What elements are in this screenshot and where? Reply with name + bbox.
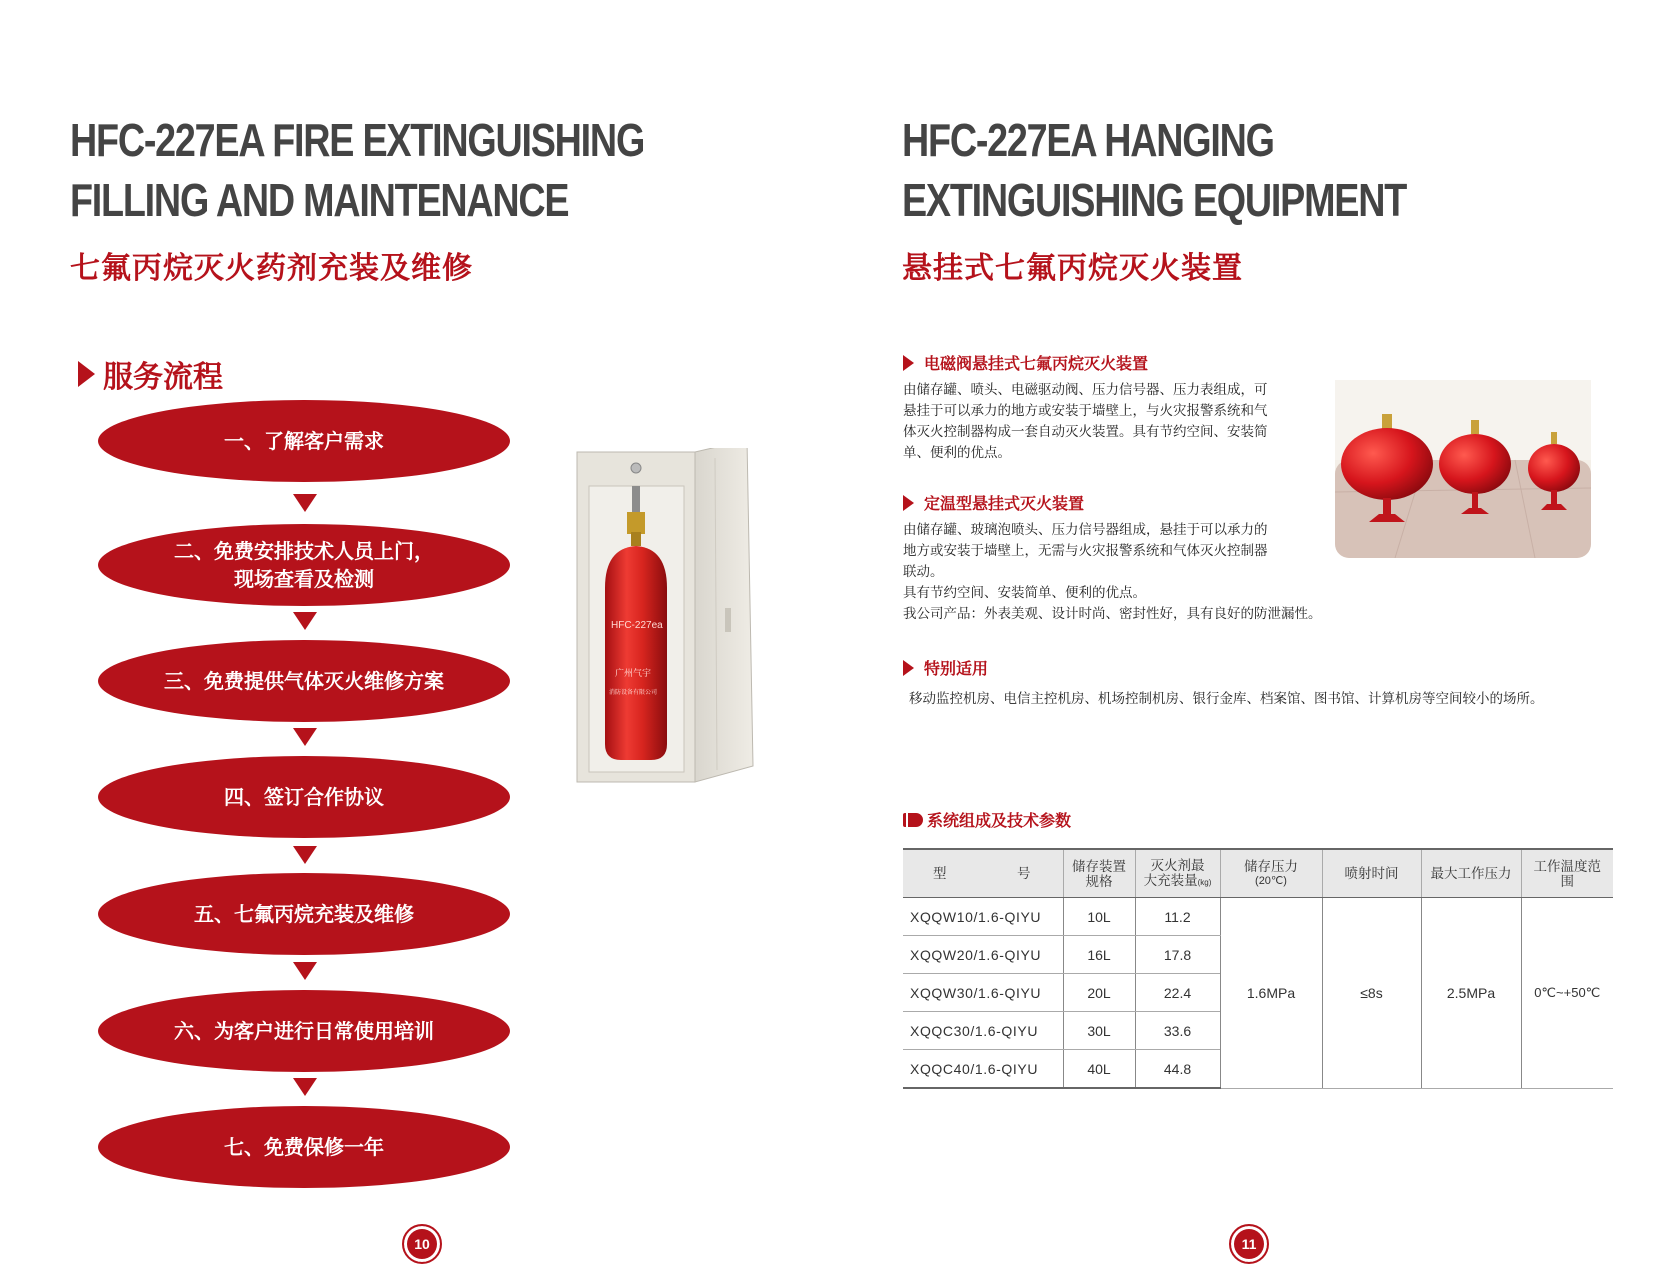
cell-model: XQQW10/1.6-QIYU [903, 898, 1063, 936]
cell-spec: 10L [1063, 898, 1135, 936]
text-line: 具有节约空间、安装简单、便利的优点。 [903, 585, 1146, 601]
header-spec: 储存装置规格 [1063, 849, 1135, 898]
page-number-left: 10 [402, 1224, 442, 1264]
header-model [903, 849, 1063, 898]
triangle-bullet-icon [903, 355, 914, 371]
cylinder-label-1: HFC-227ea [611, 620, 663, 631]
section-heading-applicable [903, 656, 988, 679]
section-title-applicable: 特别适用 [924, 659, 989, 678]
down-arrow-icon [293, 728, 317, 746]
process-step-1: 一、了解客户需求 [98, 400, 510, 482]
cell-spec: 40L [1063, 1050, 1135, 1089]
triangle-bullet-icon [78, 361, 95, 387]
header-model-a: 型 [933, 866, 947, 881]
process-step-4: 四、签订合作协议 [98, 756, 510, 838]
page-title-cn: 悬挂式七氟丙烷灭火装置 [902, 251, 1243, 286]
cell-model: XQQC30/1.6-QIYU [903, 1012, 1063, 1050]
cell-charge: 17.8 [1135, 936, 1220, 974]
down-arrow-icon [293, 494, 317, 512]
text-line: 体灭火控制器构成一套自动灭火装置。具有节约空间、安装简 [903, 424, 1268, 440]
page-title-en-line2: EXTINGUISHING EQUIPMENT [902, 174, 1407, 226]
cell-temp-range: 0℃~+50℃ [1521, 898, 1613, 1089]
section-heading-solenoid [903, 351, 1148, 374]
down-arrow-icon [293, 612, 317, 630]
table-heading [903, 808, 1071, 831]
cell-model: XQQW20/1.6-QIYU [903, 936, 1063, 974]
cylinder-label-2: 广州气宇 [615, 669, 652, 679]
cell-charge: 33.6 [1135, 1012, 1220, 1050]
down-arrow-icon [293, 962, 317, 980]
text-line: 我公司产品：外表美观、设计时尚、密封性好，具有良好的防泄漏性。 [903, 606, 1322, 622]
triangle-bullet-icon [903, 495, 914, 511]
table-row [903, 898, 1613, 936]
header-charge [1135, 849, 1220, 898]
header-charge-line2: 大充装量 [1143, 872, 1198, 888]
extinguisher-cabinet-image [575, 448, 760, 788]
page-title-en-line1: HFC-227EA HANGING [902, 114, 1274, 166]
table-title: 系统组成及技术参数 [927, 811, 1072, 830]
header-temp-range: 工作温度范围 [1521, 849, 1613, 898]
cell-charge: 22.4 [1135, 974, 1220, 1012]
text-line: 地方或安装于墙壁上，无需与火灾报警系统和气体灭火控制器 [903, 543, 1268, 559]
triangle-bullet-icon [903, 660, 914, 676]
cell-spray-time: ≤8s [1322, 898, 1421, 1089]
cell-pressure: 1.6MPa [1220, 898, 1322, 1089]
text-line: 联动。 [903, 564, 944, 580]
text-line: 悬挂于可以承力的地方或安装于墙壁上，与火灾报警系统和气 [903, 403, 1268, 419]
down-arrow-icon [293, 1078, 317, 1096]
cell-charge: 44.8 [1135, 1050, 1220, 1089]
process-step-2: 二、免费安排技术人员上门， 现场查看及检测 [98, 524, 510, 606]
process-step-6: 六、为客户进行日常使用培训 [98, 990, 510, 1072]
page-title-en-line2: FILLING AND MAINTENANCE [70, 174, 569, 226]
section-title-fixed-temp: 定温型悬挂式灭火装置 [924, 494, 1085, 513]
service-process-label: 服务流程 [103, 360, 223, 395]
header-pressure-line1: 储存压力 [1244, 858, 1298, 874]
section-heading-fixed-temp [903, 491, 1084, 514]
header-charge-line1: 灭火剂最 [1150, 857, 1205, 873]
section-text-fixed-temp [903, 520, 1322, 625]
cylinder-label-3: 消防设备有限公司 [609, 689, 658, 696]
process-step-7: 七、免费保修一年 [98, 1106, 510, 1188]
cell-max-pressure: 2.5MPa [1421, 898, 1521, 1089]
spec-table [903, 848, 1613, 1089]
table-header-row [903, 849, 1613, 898]
cell-model: XQQW30/1.6-QIYU [903, 974, 1063, 1012]
header-pressure [1220, 849, 1322, 898]
cell-model: XQQC40/1.6-QIYU [903, 1050, 1063, 1089]
text-line: 单、便利的优点。 [903, 445, 1011, 461]
text-line: 移动监控机房、电信主控机房、机场控制机房、银行金库、档案馆、图书馆、计算机房等空间较小的场所。 [909, 691, 1544, 707]
text-line: 由储存罐、喷头、电磁驱动阀、压力信号器、压力表组成，可 [903, 382, 1268, 398]
cell-spec: 20L [1063, 974, 1135, 1012]
page-title-en-line1: HFC-227EA FIRE EXTINGUISHING [70, 114, 645, 166]
process-step-5: 五、七氟丙烷充装及维修 [98, 873, 510, 955]
page-number-right: 11 [1229, 1224, 1269, 1264]
table-bullet-icon [903, 813, 923, 827]
service-process-heading [78, 352, 223, 396]
cell-spec: 16L [1063, 936, 1135, 974]
process-step-3: 三、免费提供气体灭火维修方案 [98, 640, 510, 722]
page-title-cn: 七氟丙烷灭火药剂充装及维修 [70, 251, 473, 286]
section-title-solenoid: 电磁阀悬挂式七氟丙烷灭火装置 [924, 354, 1149, 373]
hanging-extinguishers-image [1335, 380, 1591, 558]
down-arrow-icon [293, 846, 317, 864]
header-pressure-line2: (20℃) [1255, 874, 1287, 887]
section-text-applicable [909, 689, 1544, 710]
header-model-b: 号 [1017, 866, 1031, 881]
header-spray-time: 喷射时间 [1322, 849, 1421, 898]
text-line: 由储存罐、玻璃泡喷头、压力信号器组成，悬挂于可以承力的 [903, 522, 1268, 538]
header-max-pressure: 最大工作压力 [1421, 849, 1521, 898]
cell-charge: 11.2 [1135, 898, 1220, 936]
header-charge-unit: (kg) [1197, 877, 1212, 887]
cell-spec: 30L [1063, 1012, 1135, 1050]
section-text-solenoid [903, 380, 1268, 464]
